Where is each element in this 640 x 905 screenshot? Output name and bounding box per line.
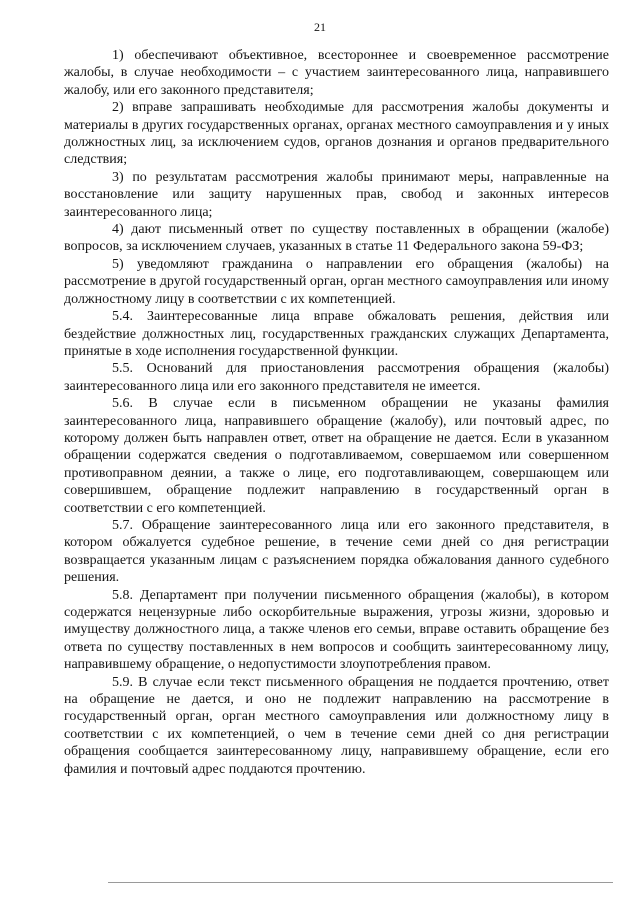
footer-divider [108, 882, 613, 883]
clause-5-8: 5.8. Департамент при получении письменного обращения (жалобы), в котором содержатся нецензурные либо оскорбительные выражения, угрозы жизни, здоровью и имуществу должностного лица, а также членов его семьи, вправе оставить обращение без ответа по существу поставленных в нем вопросов и сообщить заинтересованному лицу, направившему обращение, о недопустимости злоупотребления правом. [64, 587, 609, 673]
list-item-4: 4) дают письменный ответ по существу поставленных в обращении (жалобе) вопросов, за исключением случаев, указанных в статье 11 Федерального закона 59-ФЗ; [64, 222, 609, 255]
clause-5-5: 5.5. Оснований для приостановления рассмотрения обращения (жалобы) заинтересованного лица или его законного представителя не имеется. [64, 361, 609, 394]
list-item-5: 5) уведомляют гражданина о направлении его обращения (жалобы) на рассмотрение в другой государственный орган, орган местного самоуправления или иному должностному лицу в соответствии с их компетенцией. [64, 256, 609, 307]
list-item-2: 2) вправе запрашивать необходимые для рассмотрения жалобы документы и материалы в других государственных органах, органах местного самоуправления и у иных должностных лиц, за исключением судов, органов дознания и органов предварительного следствия; [64, 100, 609, 168]
clause-5-9: 5.9. В случае если текст письменного обращения не поддается прочтению, ответ на обращение не дается, и оно не подлежит направлению на рассмотрение в государственный орган, орган местного самоуправления или должностному лицу в соответствии с их компетенцией, о чем в течение семи дней со дня регистрации обращения сообщается заинтересованному лицу, направившему обращение, если его фамилия и почтовый адрес поддаются прочтению. [64, 674, 609, 777]
document-body [64, 47, 609, 778]
page-number: 21 [314, 20, 326, 34]
list-item-1: 1) обеспечивают объективное, всестороннее и своевременное рассмотрение жалобы, в случае необходимости – с участием заинтересованного лица, направившего жалобу, или его законного представителя; [64, 48, 609, 98]
clause-5-7: 5.7. Обращение заинтересованного лица или его законного представителя, в котором обжалуется судебное решение, в течение семи дней со дня регистрации возвращается указанным лицам с разъяснением порядка обжалования данного судебного решения. [64, 517, 609, 586]
clause-5-6: 5.6. В случае если в письменном обращении не указаны фамилия заинтересованного лица, направившего обращение (жалобу), или почтовый адрес, по которому должен быть направлен ответ, ответ на обращение не дается. Если в указанном обращении содержатся сведения о подготавливаемом, совершаемом или совершенном противоправном деянии, а также о лице, его подготавливающем, совершающем или совершившем, обращение подлежит направлению в государственный орган в соответствии с его компетенцией. [64, 396, 609, 516]
list-item-3: 3) по результатам рассмотрения жалобы принимают меры, направленные на восстановление или защиту нарушенных прав, свобод и законных интересов заинтересованного лица; [64, 169, 609, 220]
clause-5-4: 5.4. Заинтересованные лица вправе обжаловать решения, действия или бездействие должностных лиц, государственных гражданских служащих Департамента, принятые в ходе исполнения государственной функции. [64, 309, 609, 359]
